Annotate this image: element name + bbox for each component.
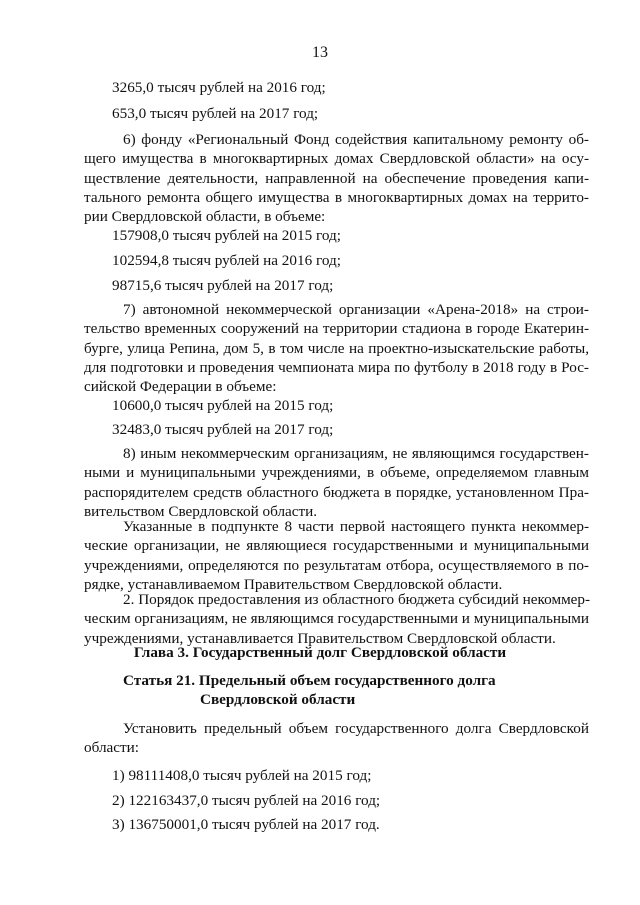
- text-line: сийской Федерации в объеме:: [84, 378, 277, 396]
- text-line: рии Свердловской области, в объеме:: [84, 208, 326, 226]
- text-line: тельство временных сооружений на территории стадиона в городе Екатерин-: [84, 320, 589, 338]
- text-line: учреждениями, определяются по результатам отбора, осуществляемого в по-: [84, 556, 589, 574]
- text-line: 2) 122163437,0 тысяч рублей на 2016 год;: [112, 792, 381, 809]
- text-line: 10600,0 тысяч рублей на 2015 год;: [112, 397, 334, 414]
- text-line: бурге, улица Репина, дом 5, в том числе на проектно-изыскательские работы,: [84, 339, 589, 357]
- debt-limit-item: [112, 766, 589, 785]
- page-number: 13: [312, 44, 328, 61]
- article-heading: Статья 21. Предельный объем государственного долга: [123, 672, 496, 689]
- amount-line: [112, 104, 589, 123]
- amount-line: [112, 78, 589, 97]
- text-line: ческие организации, не являющиеся государственными и муниципальными: [84, 537, 589, 555]
- text-line: 157908,0 тысяч рублей на 2015 год;: [112, 227, 341, 244]
- text-line: Установить предельный объем государственного долга Свердловской: [123, 720, 589, 737]
- text-line: 6) фонду «Региональный Фонд содействия капитальному ремонту об-: [123, 131, 589, 148]
- text-line: вительством Свердловской области.: [84, 502, 318, 520]
- text-line: 8) иным некоммерческим организациям, не являющимся государствен-: [123, 445, 589, 462]
- text-line: 3265,0 тысяч рублей на 2016 год;: [112, 79, 326, 96]
- text-line: Указанные в подпункте 8 части первой настоящего пункта некоммер-: [123, 518, 589, 535]
- text-line: щего имущества в многоквартирных домах Свердловской области» на осу-: [84, 150, 589, 168]
- paragraph-item-7: [84, 300, 589, 396]
- amount-line: [112, 276, 589, 295]
- debt-limit-item: [112, 791, 589, 810]
- text-line: 7) автономной некоммерческой организации «Арена-2018» на строи-: [123, 301, 589, 318]
- text-line: для подготовки и проведения чемпионата мира по футболу в 2018 году в Рос-: [84, 358, 589, 376]
- text-line: ществление деятельности, направленной на обеспечение проведения капи-: [84, 169, 589, 187]
- paragraph-2: [84, 590, 589, 648]
- text-line: ными и муниципальными учреждениями, в объеме, определяемом главным: [84, 464, 589, 482]
- text-line: области:: [84, 739, 139, 757]
- text-line: распорядителем средств областного бюджета в порядке, установленном Пра-: [84, 483, 589, 501]
- chapter-heading: Глава 3. Государственный долг Свердловской области: [133, 644, 507, 661]
- text-line: 32483,0 тысяч рублей на 2017 год;: [112, 421, 334, 438]
- paragraph-selection: [84, 517, 589, 594]
- debt-limit-item: [112, 815, 589, 834]
- paragraph-item-8: [84, 444, 589, 521]
- text-line: 102594,8 тысяч рублей на 2016 год;: [112, 252, 341, 269]
- text-line: 653,0 тысяч рублей на 2017 год;: [112, 105, 319, 122]
- article-intro: [84, 719, 589, 758]
- paragraph-item-6: [84, 130, 589, 226]
- text-line: 3) 136750001,0 тысяч рублей на 2017 год.: [112, 816, 380, 833]
- text-line: 1) 98111408,0 тысяч рублей на 2015 год;: [112, 767, 372, 784]
- text-line: рядке, устанавливаемом Правительством Свердловской области.: [84, 575, 503, 593]
- text-line: тального ремонта общего имущества в многоквартирных домах на террито-: [84, 188, 589, 206]
- amount-line: [112, 396, 589, 415]
- amount-line: [112, 251, 589, 270]
- text-line: 2. Порядок предоставления из областного бюджета субсидий некоммер-: [123, 591, 591, 608]
- text-line: учреждениями, устанавливается Правительством Свердловской области.: [84, 629, 556, 647]
- amount-line: [112, 226, 589, 245]
- text-line: ческим организациям, не являющимся государственными и муниципальными: [84, 610, 589, 628]
- text-line: 98715,6 тысяч рублей на 2017 год;: [112, 277, 334, 294]
- article-heading-continued: Свердловской области: [200, 691, 356, 708]
- amount-line: [112, 420, 589, 439]
